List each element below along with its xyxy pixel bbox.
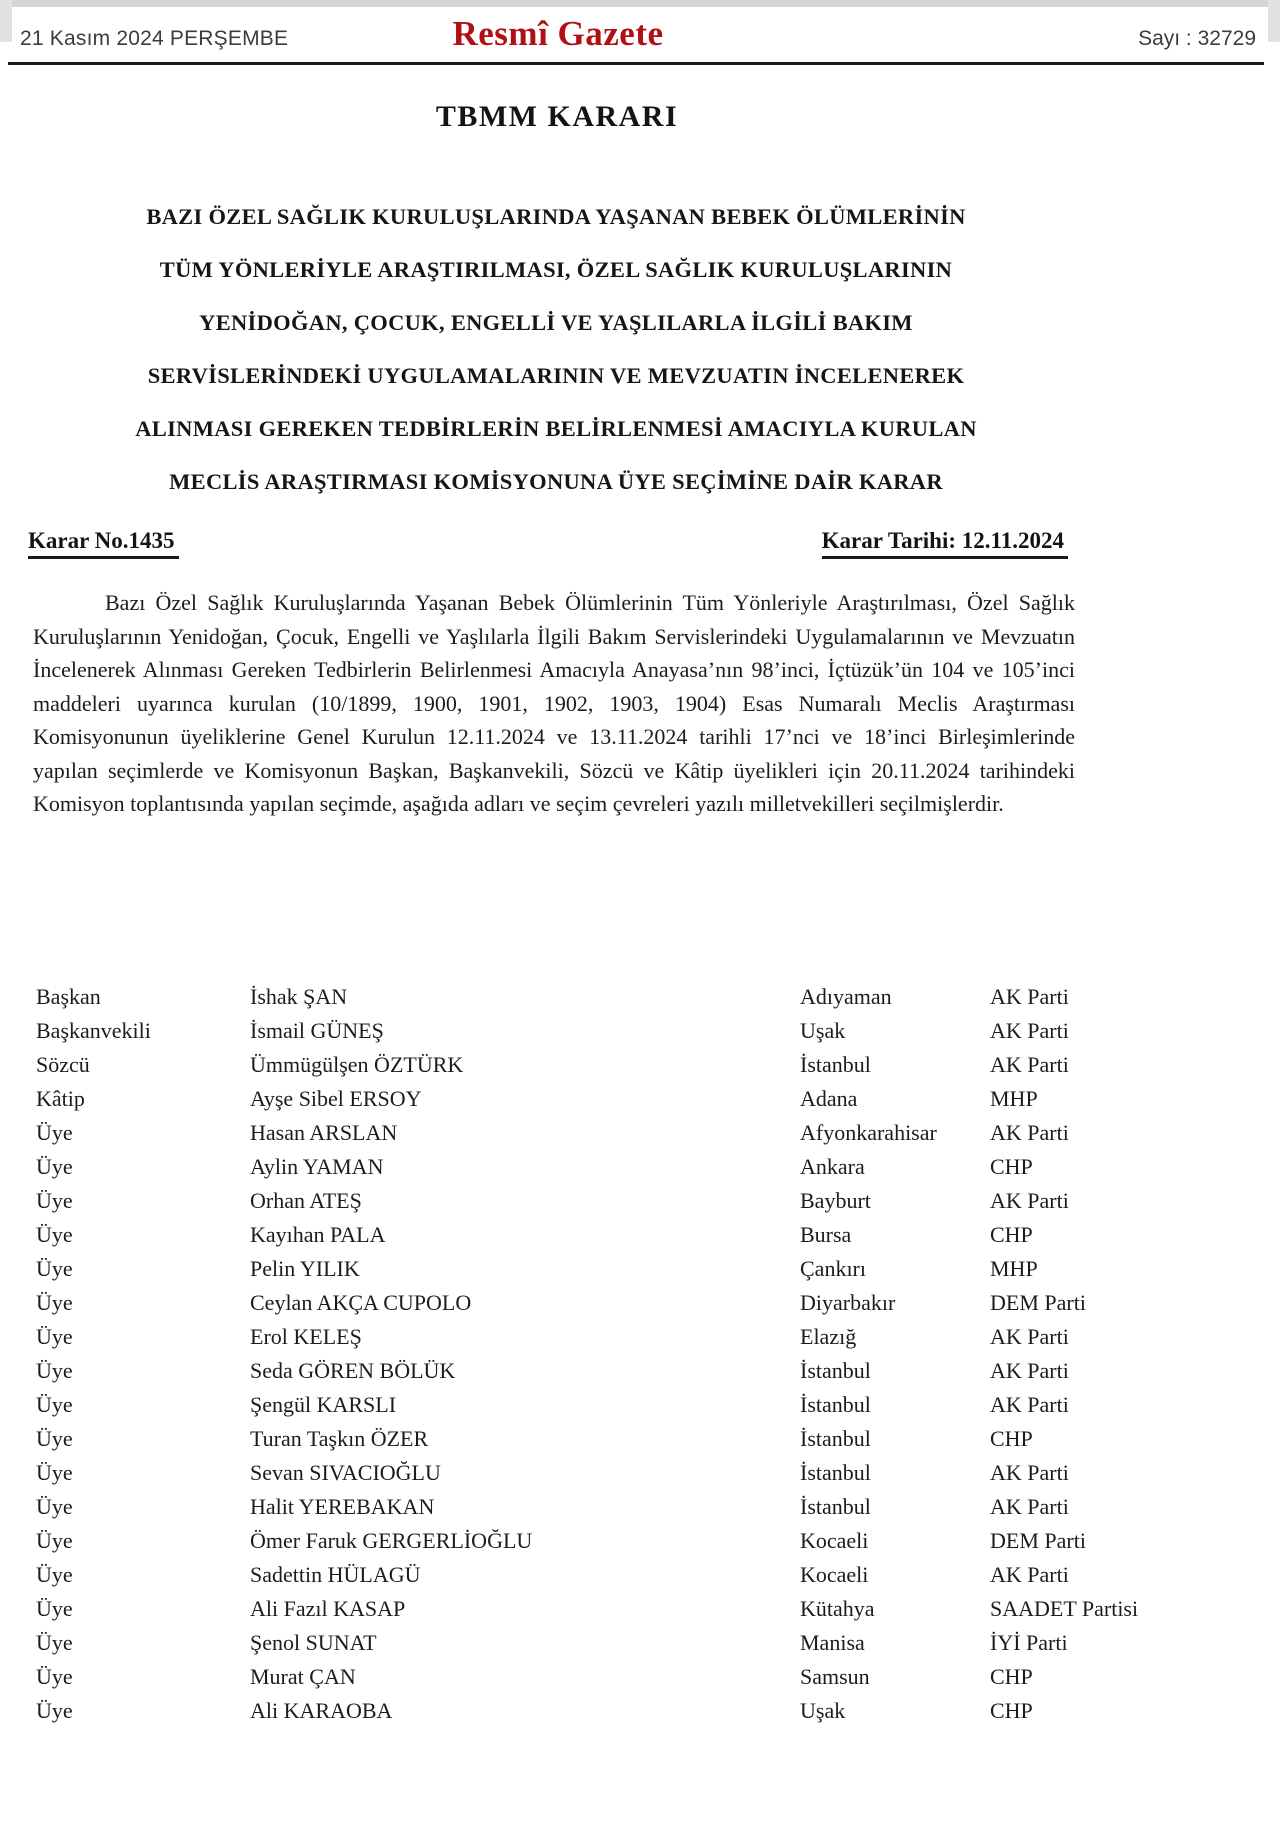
member-name: Aylin YAMAN bbox=[250, 1154, 384, 1179]
member-row bbox=[36, 1150, 1138, 1184]
member-name: Sevan SIVACIOĞLU bbox=[250, 1460, 441, 1485]
member-party: İYİ Parti bbox=[990, 1630, 1068, 1655]
member-party: AK Parti bbox=[990, 1018, 1069, 1043]
member-role: Üye bbox=[36, 1324, 73, 1349]
member-district: Adıyaman bbox=[800, 984, 892, 1009]
member-row bbox=[36, 1694, 1138, 1728]
masthead-date: 21 Kasım 2024 PERŞEMBE bbox=[20, 27, 289, 50]
member-role: Üye bbox=[36, 1222, 73, 1247]
member-district: Adana bbox=[800, 1086, 858, 1111]
page-top-edge bbox=[0, 0, 1280, 7]
member-role: Üye bbox=[36, 1426, 73, 1451]
member-party: CHP bbox=[990, 1664, 1033, 1689]
member-name: Halit YEREBAKAN bbox=[250, 1494, 435, 1519]
member-role: Üye bbox=[36, 1188, 73, 1213]
member-role: Üye bbox=[36, 1630, 73, 1655]
member-name: Ali Fazıl KASAP bbox=[250, 1596, 406, 1621]
member-name: Ali KARAOBA bbox=[250, 1698, 393, 1723]
member-role: Başkan bbox=[36, 984, 101, 1009]
member-district: Uşak bbox=[800, 1018, 846, 1043]
member-party: AK Parti bbox=[990, 1324, 1069, 1349]
member-district: İstanbul bbox=[800, 1392, 871, 1417]
member-role: Üye bbox=[36, 1154, 73, 1179]
member-row bbox=[36, 1354, 1138, 1388]
decision-meta bbox=[28, 528, 1068, 559]
member-row bbox=[36, 980, 1138, 1014]
member-name: Murat ÇAN bbox=[250, 1664, 356, 1689]
member-party: AK Parti bbox=[990, 1562, 1069, 1587]
member-role: Sözcü bbox=[36, 1052, 90, 1077]
member-party: SAADET Partisi bbox=[990, 1596, 1139, 1621]
member-role: Üye bbox=[36, 1494, 73, 1519]
member-name: Orhan ATEŞ bbox=[250, 1188, 362, 1213]
member-district: Kütahya bbox=[800, 1596, 875, 1621]
masthead-rule bbox=[8, 62, 1264, 65]
member-role: Üye bbox=[36, 1698, 73, 1723]
members-table bbox=[36, 980, 1138, 1728]
member-row bbox=[36, 1116, 1138, 1150]
member-district: Afyonkarahisar bbox=[800, 1120, 937, 1145]
member-row bbox=[36, 1388, 1138, 1422]
member-role: Üye bbox=[36, 1562, 73, 1587]
member-party: CHP bbox=[990, 1426, 1033, 1451]
member-role: Üye bbox=[36, 1528, 73, 1553]
member-district: Ankara bbox=[800, 1154, 865, 1179]
heading-line: SERVİSLERİNDEKİ UYGULAMALARININ VE MEVZUATIN İNCELENEREK bbox=[147, 363, 965, 388]
member-row bbox=[36, 1082, 1138, 1116]
member-district: Çankırı bbox=[800, 1256, 866, 1281]
heading-line: YENİDOĞAN, ÇOCUK, ENGELLİ VE YAŞLILARLA İLGİLİ BAKIM bbox=[199, 310, 913, 335]
member-district: İstanbul bbox=[800, 1494, 871, 1519]
member-row bbox=[36, 1558, 1138, 1592]
member-district: Kocaeli bbox=[800, 1528, 869, 1553]
member-district: İstanbul bbox=[800, 1052, 871, 1077]
member-party: AK Parti bbox=[990, 1460, 1069, 1485]
member-row bbox=[36, 1286, 1138, 1320]
masthead bbox=[0, 14, 1280, 64]
member-district: Elazığ bbox=[800, 1324, 857, 1349]
member-party: AK Parti bbox=[990, 1358, 1069, 1383]
member-party: AK Parti bbox=[990, 1052, 1069, 1077]
member-district: İstanbul bbox=[800, 1426, 871, 1451]
member-row bbox=[36, 1048, 1138, 1082]
member-role: Üye bbox=[36, 1392, 73, 1417]
member-party: DEM Parti bbox=[990, 1528, 1086, 1553]
decision-kicker: TBMM KARARI bbox=[435, 100, 679, 133]
member-role: Üye bbox=[36, 1290, 73, 1315]
member-row bbox=[36, 1660, 1138, 1694]
heading-line: ALINMASI GEREKEN TEDBİRLERİN BELİRLENMESİ AMACIYLA KURULAN bbox=[135, 416, 977, 441]
member-role: Başkanvekili bbox=[36, 1018, 151, 1043]
decision-heading bbox=[36, 190, 1076, 508]
member-party: DEM Parti bbox=[990, 1290, 1086, 1315]
member-role: Üye bbox=[36, 1460, 73, 1485]
member-district: İstanbul bbox=[800, 1358, 871, 1383]
member-district: Manisa bbox=[800, 1630, 865, 1655]
member-district: Samsun bbox=[800, 1664, 870, 1689]
member-name: İshak ŞAN bbox=[250, 984, 348, 1009]
member-party: CHP bbox=[990, 1222, 1033, 1247]
member-party: CHP bbox=[990, 1154, 1033, 1179]
member-row bbox=[36, 1626, 1138, 1660]
member-name: Şenol SUNAT bbox=[250, 1630, 377, 1655]
member-party: MHP bbox=[990, 1086, 1038, 1111]
member-name: Pelin YILIK bbox=[250, 1256, 360, 1281]
member-district: Bayburt bbox=[800, 1188, 871, 1213]
member-party: AK Parti bbox=[990, 1188, 1069, 1213]
member-party: AK Parti bbox=[990, 1494, 1069, 1519]
member-name: Turan Taşkın ÖZER bbox=[250, 1426, 429, 1451]
masthead-title: Resmî Gazete bbox=[452, 14, 664, 53]
member-name: İsmail GÜNEŞ bbox=[250, 1018, 384, 1043]
member-row bbox=[36, 1252, 1138, 1286]
member-name: Kayıhan PALA bbox=[250, 1222, 386, 1247]
member-party: CHP bbox=[990, 1698, 1033, 1723]
heading-line: MECLİS ARAŞTIRMASI KOMİSYONUNA ÜYE SEÇİMİNE DAİR KARAR bbox=[169, 469, 943, 494]
decision-date: Karar Tarihi: 12.11.2024 bbox=[822, 528, 1068, 559]
member-district: Diyarbakır bbox=[800, 1290, 896, 1315]
member-role: Üye bbox=[36, 1358, 73, 1383]
member-role: Üye bbox=[36, 1596, 73, 1621]
member-row bbox=[36, 1524, 1138, 1558]
heading-line: TÜM YÖNLERİYLE ARAŞTIRILMASI, ÖZEL SAĞLIK KURULUŞLARININ bbox=[159, 257, 953, 282]
member-party: AK Parti bbox=[990, 1392, 1069, 1417]
member-district: Uşak bbox=[800, 1698, 846, 1723]
member-name: Seda GÖREN BÖLÜK bbox=[250, 1358, 456, 1383]
masthead-issue: Sayı : 32729 bbox=[1138, 27, 1256, 50]
member-row bbox=[36, 1218, 1138, 1252]
member-party: AK Parti bbox=[990, 984, 1069, 1009]
member-role: Kâtip bbox=[36, 1086, 85, 1111]
member-district: İstanbul bbox=[800, 1460, 871, 1485]
member-name: Erol KELEŞ bbox=[250, 1324, 362, 1349]
member-party: AK Parti bbox=[990, 1120, 1069, 1145]
member-row bbox=[36, 1184, 1138, 1218]
member-row bbox=[36, 1490, 1138, 1524]
member-party: MHP bbox=[990, 1256, 1038, 1281]
decision-number: Karar No.1435 bbox=[28, 528, 179, 559]
member-district: Bursa bbox=[800, 1222, 852, 1247]
member-row bbox=[36, 1422, 1138, 1456]
member-name: Şengül KARSLI bbox=[250, 1392, 397, 1417]
member-name: Ümmügülşen ÖZTÜRK bbox=[250, 1052, 464, 1077]
member-row bbox=[36, 1456, 1138, 1490]
member-district: Kocaeli bbox=[800, 1562, 869, 1587]
member-name: Ceylan AKÇA CUPOLO bbox=[250, 1290, 472, 1315]
member-role: Üye bbox=[36, 1664, 73, 1689]
member-name: Ayşe Sibel ERSOY bbox=[250, 1086, 422, 1111]
member-name: Sadettin HÜLAGÜ bbox=[250, 1562, 421, 1587]
member-row bbox=[36, 1014, 1138, 1048]
heading-line: BAZI ÖZEL SAĞLIK KURULUŞLARINDA YAŞANAN BEBEK ÖLÜMLERİNİN bbox=[146, 204, 966, 229]
member-role: Üye bbox=[36, 1256, 73, 1281]
member-name: Ömer Faruk GERGERLİOĞLU bbox=[250, 1528, 533, 1553]
decision-body: Bazı Özel Sağlık Kuruluşlarında Yaşanan Bebek Ölümlerinin Tüm Yönleriyle Araştırılması, Özel Sağlık Kuruluşlarının Yenidoğan, Çocuk, Engelli ve Yaşlılarla İlgili Bakım Servislerindeki Uygulamalarının ve Mevzuatın İncelenerek Alınması Gereken Tedbirlerin Belirlenmesi Amacıyla Anayasa’nın 98’inci, İçtüzük’ün 104 ve 105’inci maddeleri uyarınca kurulan (10/1899, 1900, 1901, 1902, 1903, 1904) Esas Numaralı Meclis Araştırması Komisyonunun üyeliklerine Genel Kurulun 12.11.2024 ve 13.11.2024 tarihli 17’nci ve 18’inci Birleşimlerinde yapılan seçimlerde ve Komisyonun Başkan, Başkanvekili, Sözcü ve Kâtip üyelikleri için 20.11.2024 tarihindeki Komisyon toplantısında yapılan seçimde, aşağıda adları ve seçim çevreleri yazılı milletvekilleri seçilmişlerdir. bbox=[33, 590, 1075, 816]
member-row bbox=[36, 1592, 1138, 1626]
member-name: Hasan ARSLAN bbox=[250, 1120, 398, 1145]
member-role: Üye bbox=[36, 1120, 73, 1145]
member-row bbox=[36, 1320, 1138, 1354]
